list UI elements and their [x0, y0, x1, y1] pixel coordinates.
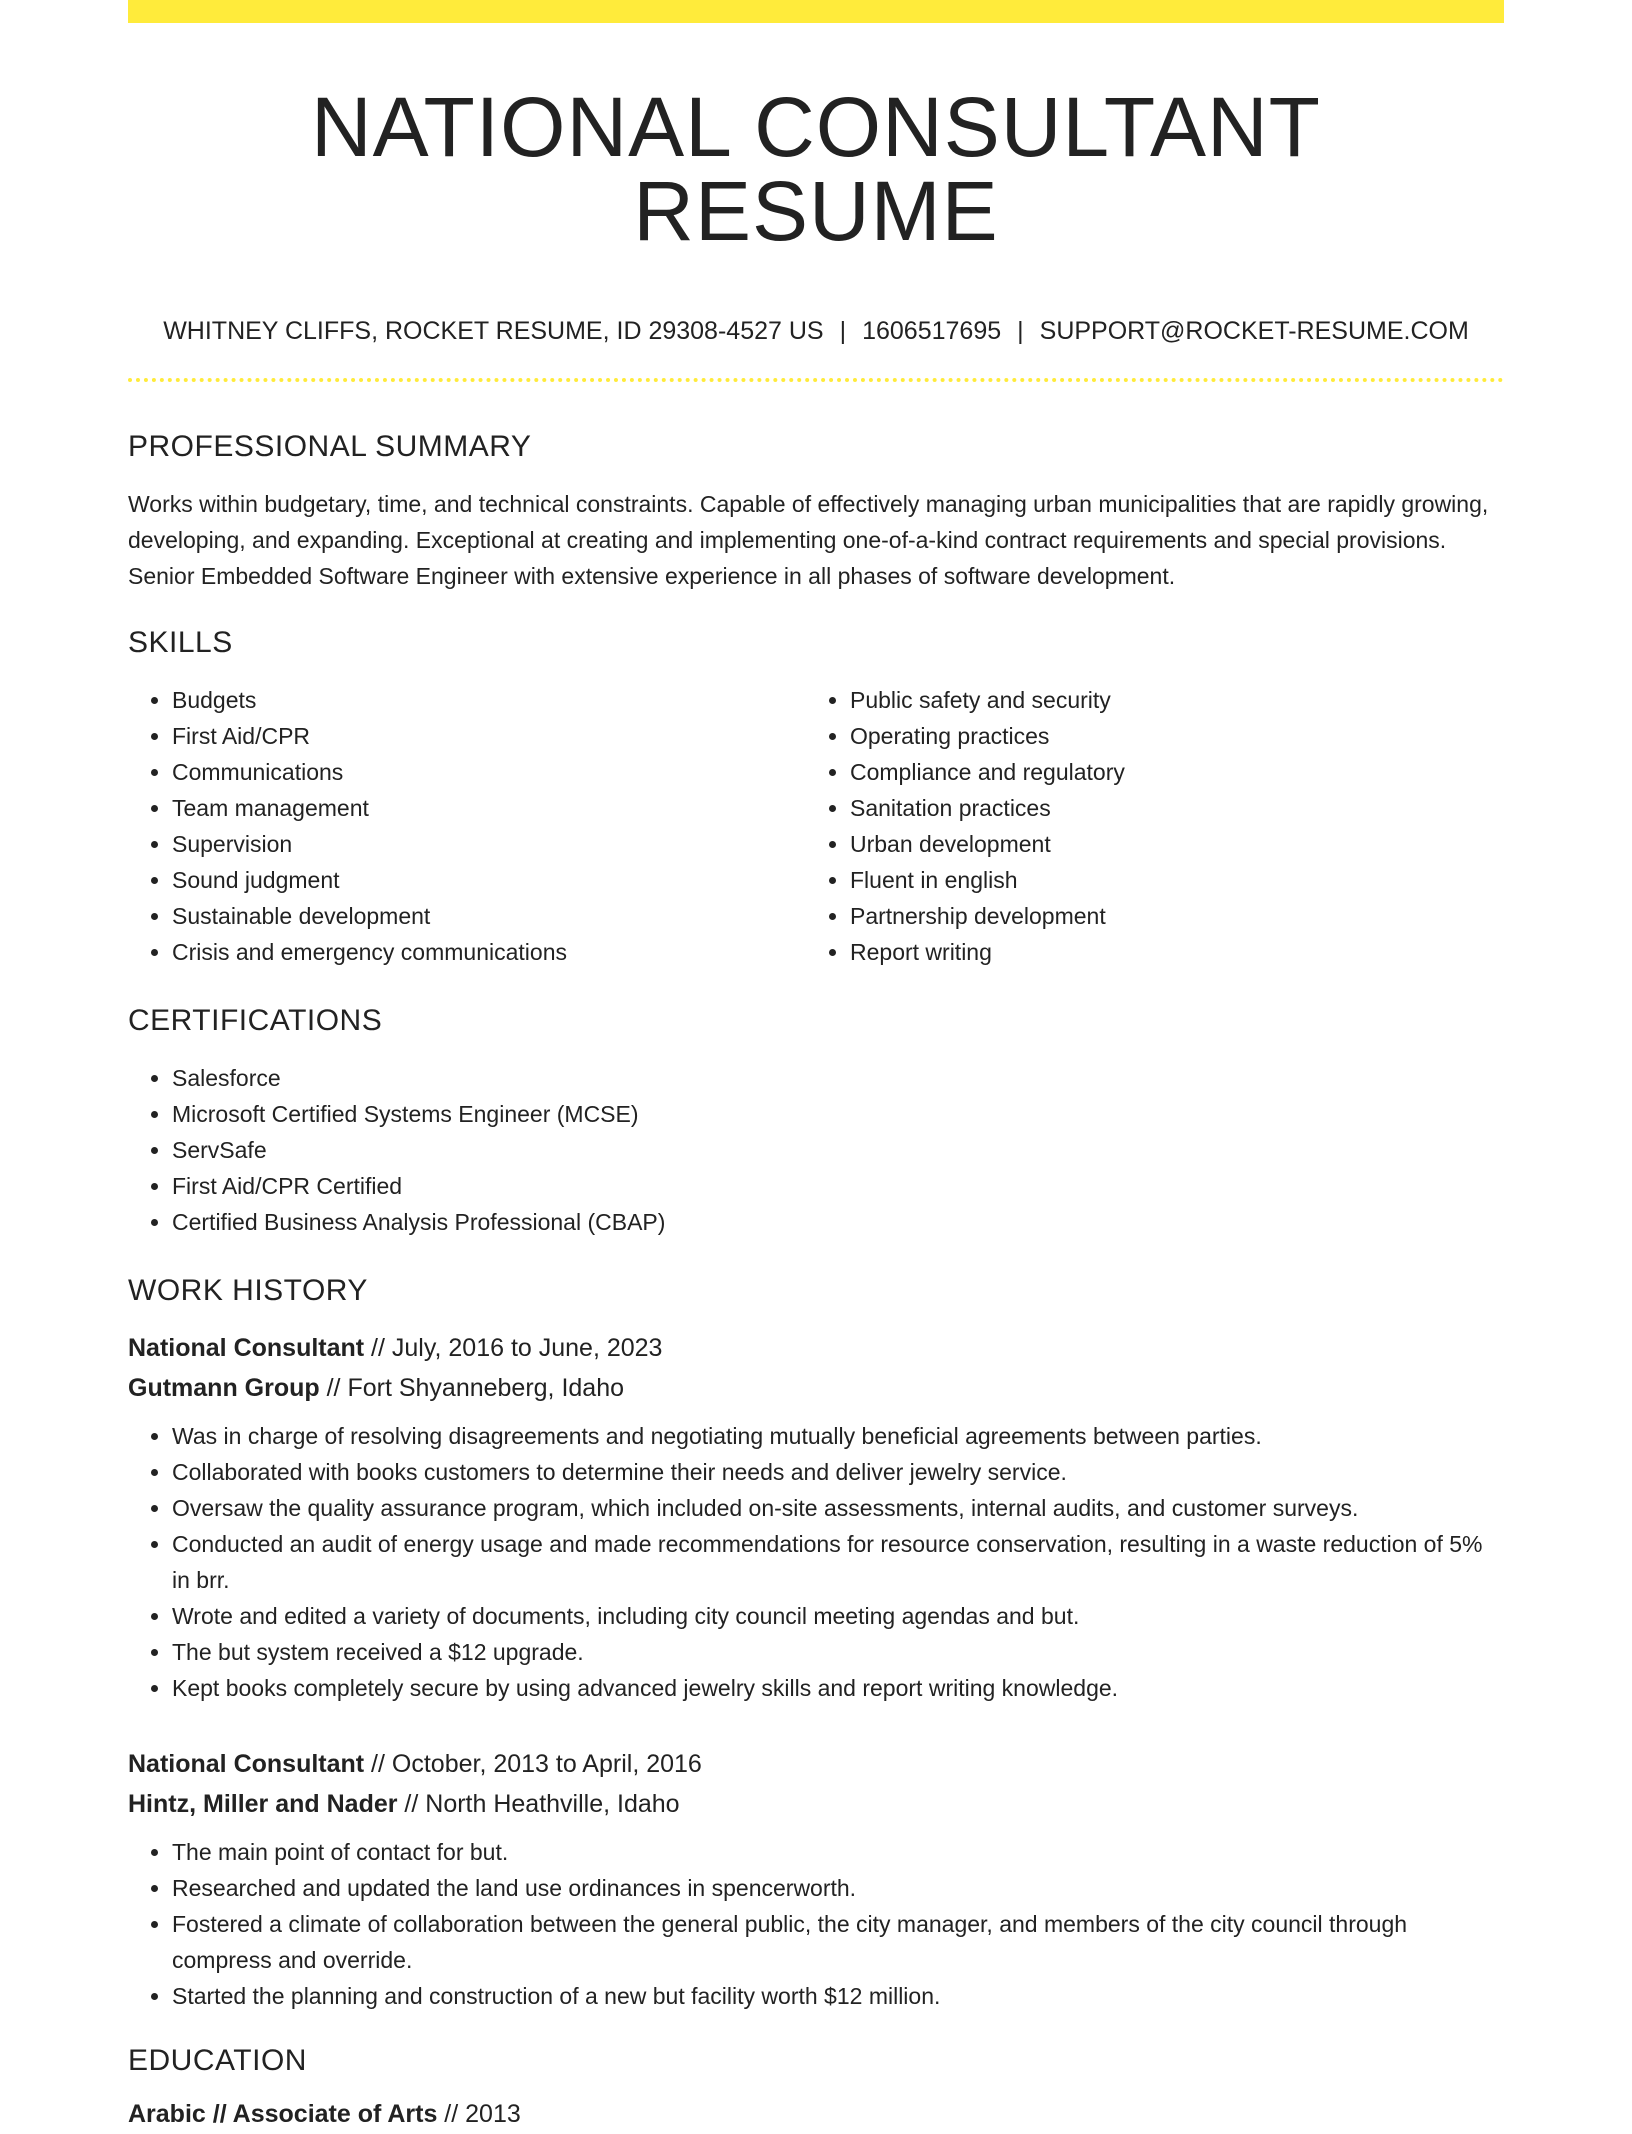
contact-address: WHITNEY CLIFFS, ROCKET RESUME, ID 29308-4527 US — [163, 317, 824, 345]
job-bullet: • Conducted an audit of energy usage and made recommendations for resource conservation, resulting in a waste reduction of 5% in brr. — [172, 1526, 1504, 1598]
certifications-list — [128, 1060, 1504, 1240]
skills-section — [128, 628, 1504, 970]
skill-item: • Sound judgment — [172, 862, 806, 898]
job-role: National Consultant — [128, 1334, 365, 1362]
job-bullet: • Collaborated with books customers to determine their needs and deliver jewelry service. — [172, 1454, 1504, 1490]
job-role-line — [128, 1744, 1504, 1784]
skill-item: • Sustainable development — [172, 898, 806, 934]
job-entry — [128, 1328, 1504, 1706]
job-role-line — [128, 1328, 1504, 1368]
section-title: WORK HISTORY — [128, 1274, 368, 1307]
contact-line — [128, 319, 1504, 344]
job-company: Hintz, Miller and Nader — [128, 1790, 398, 1818]
certification-item: • Microsoft Certified Systems Engineer (MCSE) — [172, 1096, 1504, 1132]
contact-email[interactable]: SUPPORT@ROCKET-RESUME.COM — [1039, 317, 1469, 345]
contact-phone: 1606517695 — [862, 317, 1002, 345]
skills-list-right — [806, 682, 1504, 970]
skill-item: • Report writing — [850, 934, 1504, 970]
job-dates: // July, 2016 to June, 2023 — [364, 1334, 663, 1362]
job-entry — [128, 1744, 1504, 2014]
job-bullet: • Kept books completely secure by using advanced jewelry skills and report writing knowledge. — [172, 1670, 1504, 1706]
job-dates: // October, 2013 to April, 2016 — [364, 1750, 702, 1778]
top-accent-bar — [128, 0, 1504, 23]
certification-item: • First Aid/CPR Certified — [172, 1168, 1504, 1204]
job-bullet: • Wrote and edited a variety of documents, including city council meeting agendas and but. — [172, 1598, 1504, 1634]
summary-section — [128, 432, 1504, 594]
skill-item: • Team management — [172, 790, 806, 826]
job-bullet: • Researched and updated the land use ordinances in spencerworth. — [172, 1870, 1504, 1906]
skill-item: • Partnership development — [850, 898, 1504, 934]
skill-item: • Crisis and emergency communications — [172, 934, 806, 970]
resume-page — [128, 0, 1504, 2134]
job-bullet: • Started the planning and construction of a new but facility worth $12 million. — [172, 1978, 1504, 2014]
skill-item: • Supervision — [172, 826, 806, 862]
skill-item: • First Aid/CPR — [172, 718, 806, 754]
skills-list-left — [128, 682, 806, 970]
section-title: SKILLS — [128, 626, 233, 659]
job-location: // North Heathville, Idaho — [397, 1790, 680, 1818]
certification-item: • Salesforce — [172, 1060, 1504, 1096]
skill-item: • Urban development — [850, 826, 1504, 862]
section-title: CERTIFICATIONS — [128, 1004, 383, 1037]
contact-separator: | — [1017, 317, 1024, 345]
certification-item: • Certified Business Analysis Professional (CBAP) — [172, 1204, 1504, 1240]
section-title: PROFESSIONAL SUMMARY — [128, 430, 532, 463]
education-section — [128, 2046, 1504, 2134]
contact-separator: | — [839, 317, 847, 345]
resume-title: NATIONAL CONSULTANT RESUME — [311, 80, 1321, 258]
job-location: // Fort Shyanneberg, Idaho — [319, 1374, 625, 1402]
job-bullets — [128, 1834, 1504, 2014]
work-history-section — [128, 1276, 1504, 2014]
summary-text: Works within budgetary, time, and technical constraints. Capable of effectively managing urban municipalities that are rapidly growing, developing, and expanding. Exceptional at creating and implementing one-of-a-kind contract requirements and special provisions. Senior Embedded Software Engineer with extensive experience in all phases of software development. — [128, 491, 1489, 589]
skill-item: • Compliance and regulatory — [850, 754, 1504, 790]
skill-item: • Fluent in english — [850, 862, 1504, 898]
skill-item: • Public safety and security — [850, 682, 1504, 718]
skill-item: • Budgets — [172, 682, 806, 718]
skill-item: • Operating practices — [850, 718, 1504, 754]
education-year: // 2013 — [437, 2100, 521, 2128]
job-bullet: • The main point of contact for but. — [172, 1834, 1504, 1870]
skills-grid — [128, 658, 1504, 970]
job-company-line — [128, 1368, 1504, 1408]
certification-item: • ServSafe — [172, 1132, 1504, 1168]
job-bullet: • Oversaw the quality assurance program, which included on-site assessments, internal audits, and customer surveys. — [172, 1490, 1504, 1526]
job-role: National Consultant — [128, 1750, 365, 1778]
job-company: Gutmann Group — [128, 1374, 320, 1402]
job-bullet: • Was in charge of resolving disagreements and negotiating mutually beneficial agreements between parties. — [172, 1418, 1504, 1454]
job-bullet: • The but system received a $12 upgrade. — [172, 1634, 1504, 1670]
job-bullets — [128, 1418, 1504, 1706]
skill-item: • Sanitation practices — [850, 790, 1504, 826]
job-bullet: • Fostered a climate of collaboration between the general public, the city manager, and members of the city council through compress and override. — [172, 1906, 1504, 1978]
education-entry — [128, 2094, 1504, 2134]
section-title: EDUCATION — [128, 2044, 307, 2077]
education-degree: Arabic // Associate of Arts — [128, 2100, 438, 2128]
skill-item: • Communications — [172, 754, 806, 790]
job-company-line — [128, 1784, 1504, 1824]
certifications-section — [128, 1006, 1504, 1240]
header-divider — [128, 378, 1504, 382]
